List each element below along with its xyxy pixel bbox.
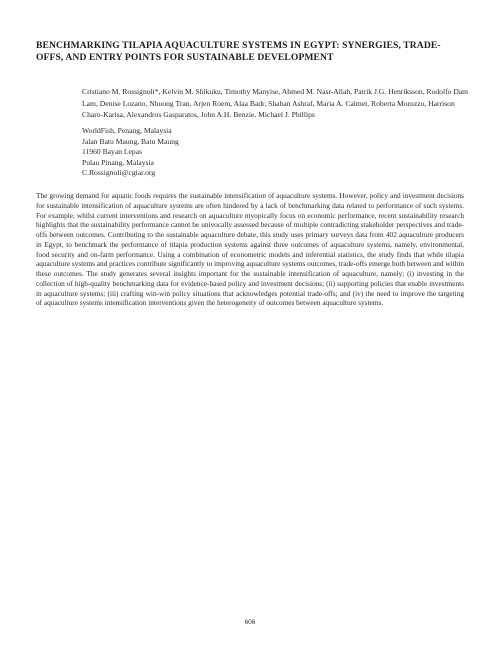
affiliation-line: Jalan Batu Maung, Batu Maung (82, 136, 179, 146)
affiliation-line: Pulau Pinang, Malaysia (82, 157, 154, 167)
paper-title: BENCHMARKING TILAPIA AQUACULTURE SYSTEMS IN EGYPT: SYNERGIES, TRADE-OFFS, AND ENTRY POINTS FOR SUSTAINABLE DEVELOPMENT (36, 40, 441, 63)
author-list: Cristiano M. Rossignoli*, Kelvin M. Shikuku, Timothy Manyise, Ahmed M. Nasr-Allah, Patrik J.G. Henriksson, Rodolfo Dam Lam, Denise Lozano, Nhuong Tran, Arjen Roem, Alaa Badr, Shaban Ashraf, Maria A. Calmet, Roberta Moruzzo, Harrison Charo-Karisa, Alexandros Gasparatos, John A.H. Benzie, Michael J. Phillips (82, 87, 469, 119)
affiliation-line: WorldFish, Penang, Malaysia (82, 126, 172, 135)
affiliation-line: 11960 Bayan Lepas (82, 147, 143, 156)
abstract-text: The growing demand for aquatic foods requires the sustainable intensification of aquaculture systems. However, policy and investment decisions for sustainable intensification of aquaculture systems are often hindered by a lack of benchmarking data related to performance of such systems. For example, whilst current interventions and research on aquaculture myopically focus on economic performance, recent sustainability research highlights that the sustainability performance cannot be univocally assessed because of multiple contradicting stakeholder perspectives and trade-offs between outcomes. Contributing to the sustainable aquaculture debate, this study uses primary surveys data from 402 aquaculture producers in Egypt, to benchmark the performance of tilapia production systems against three outcomes of aquaculture systems, namely, environmental, food security and on-farm performance. Using a combination of econometric models and inferential statistics, the study finds that while tilapia aquaculture systems and practices contribute significantly to improving aquaculture systems outcomes, trade-offs emerge both between and within these outcomes. The study generates several insights important for the sustainable intensification of aquaculture, namely; (i) investing in the collection of high-quality benchmarking data for evidence-based policy and investment decisions; (ii) supporting policies that enable investments in aquaculture systems; (iii) crafting win-win policy situations that acknowledges potential trade-offs; and (iv) the need to improve the targeting of aquaculture systems intensification interventions given the heterogeneity of outcomes between aquaculture systems. (36, 191, 464, 308)
affiliation-block (82, 126, 382, 179)
contact-email: C.Rossignoli@cgiar.org (82, 168, 156, 177)
page-number: 606 (244, 619, 256, 626)
